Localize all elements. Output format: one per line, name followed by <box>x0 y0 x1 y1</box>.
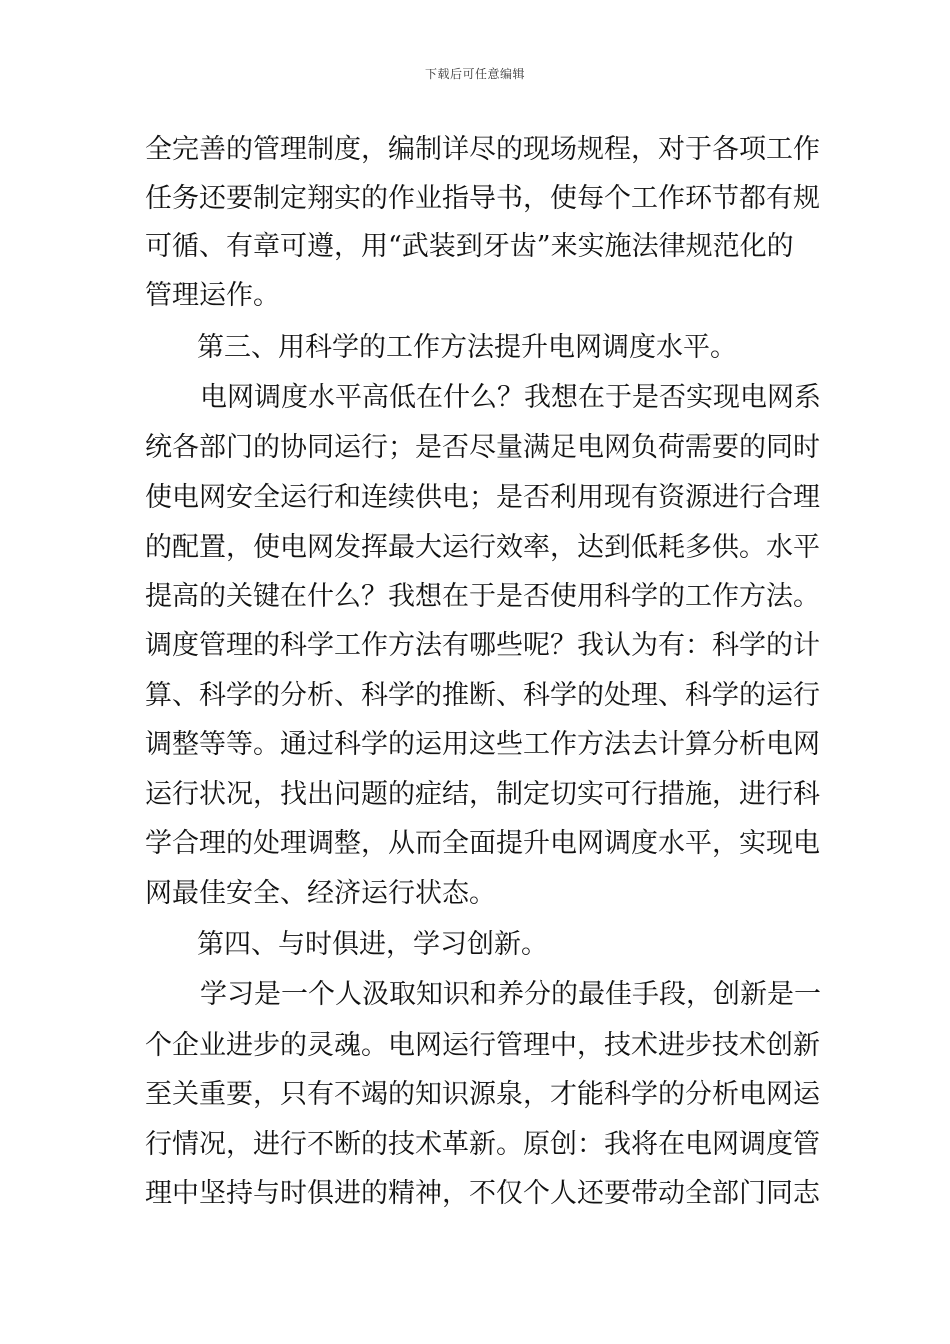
body-line: 任务还要制定翔实的作业指导书，使每个工作环节都有规 <box>145 183 820 214</box>
body-line: 调整等等。通过科学的运用这些工作方法去计算分析电网 <box>145 729 820 760</box>
body-line: 提高的关键在什么？我想在于是否使用科学的工作方法。 <box>145 581 820 612</box>
body-line: 的配置，使电网发挥最大运行效率，达到低耗多供。水平 <box>145 532 820 563</box>
body-line: 学习是一个人汲取知识和养分的最佳手段，创新是一 <box>200 979 821 1010</box>
body-line: 调度管理的科学工作方法有哪些呢？我认为有：科学的计 <box>145 630 820 661</box>
body-line: 行情况，进行不断的技术革新。原创：我将在电网调度管 <box>145 1129 820 1160</box>
body-line: 可循、有章可遵，用“武装到牙齿”来实施法律规范化的 <box>145 231 794 262</box>
body-line: 个企业进步的灵魂。电网运行管理中，技术进步技术创新 <box>145 1030 820 1061</box>
body-line: 使电网安全运行和连续供电；是否利用现有资源进行合理 <box>145 482 820 513</box>
body-line: 统各部门的协同运行；是否尽量满足电网负荷需要的同时 <box>145 432 820 463</box>
body-line: 全完善的管理制度，编制详尽的现场规程，对于各项工作 <box>145 134 820 165</box>
body-line: 算、科学的分析、科学的推断、科学的处理、科学的运行 <box>145 680 820 711</box>
body-line: 理中坚持与时俱进的精神，不仅个人还要带动全部门同志 <box>145 1178 820 1209</box>
section-heading: 第三、用科学的工作方法提升电网调度水平。 <box>197 332 737 363</box>
body-line: 学合理的处理调整，从而全面提升电网调度水平，实现电 <box>145 828 820 859</box>
body-line: 至关重要，只有不竭的知识源泉，才能科学的分析电网运 <box>145 1079 820 1110</box>
body-line: 运行状况，找出问题的症结，制定切实可行措施，进行科 <box>145 779 820 810</box>
body-line: 管理运作。 <box>145 280 280 311</box>
page-header: 下载后可任意编辑 <box>424 67 525 81</box>
body-line: 网最佳安全、经济运行状态。 <box>145 878 496 909</box>
section-heading: 第四、与时俱进，学习创新。 <box>197 929 548 960</box>
body-line: 电网调度水平高低在什么？我想在于是否实现电网系 <box>200 382 821 413</box>
